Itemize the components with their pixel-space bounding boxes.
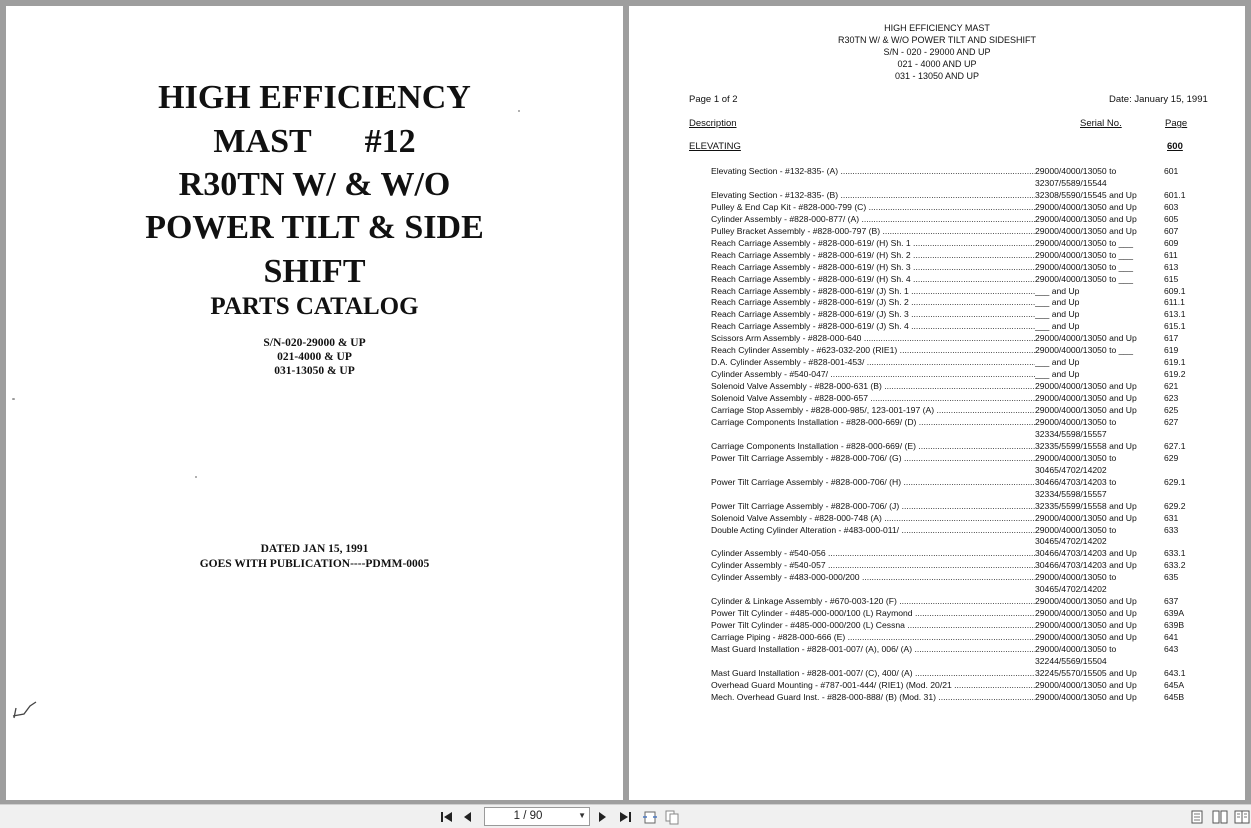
row-page: 611.1 [1164,297,1185,308]
row-description: Reach Carriage Assembly - #828-000-619/ (J) Sh. 2 ..... [711,297,1035,307]
index-row [711,489,1211,501]
row-page: 625 [1164,405,1179,415]
next-page-icon[interactable] [596,809,608,825]
index-row [711,321,1211,333]
row-serial: 29000/4000/13050 to [1035,525,1155,535]
row-serial: 29000/4000/13050 to ___ [1035,238,1155,248]
page-number-select[interactable] [484,807,590,826]
row-page: 619 [1164,345,1179,356]
cover-title-line2 [6,120,623,164]
page-indicator: 1 / 90 [513,810,543,822]
row-serial: 29000/4000/13050 and Up [1035,513,1155,523]
row-description: Reach Carriage Assembly - #828-000-619/ (H) Sh. 2 ..... [711,250,1035,260]
row-page: 637 [1164,596,1179,607]
index-row [711,250,1211,262]
index-row [711,513,1211,525]
row-description: Elevating Section - #132-835- (A) ..... [711,166,1035,176]
row-description: Cylinder Assembly - #828-000-877/ (A) ..... [711,214,1035,224]
scan-speck [518,110,520,112]
row-description: Mech. Overhead Guard Inst. - #828-000-888/ (B) (Mod. 31) ..... [711,692,1035,702]
row-serial: 29000/4000/13050 to [1035,572,1155,582]
viewer-toolbar [0,804,1251,828]
row-serial: 32244/5569/15504 [1035,656,1155,666]
chevron-down-icon[interactable]: ▼ [578,811,586,820]
row-serial: 29000/4000/13050 to [1035,644,1155,654]
row-serial: 32334/5598/15557 [1035,429,1155,439]
row-page: 629 [1164,452,1179,463]
row-serial: 29000/4000/13050 and Up [1035,405,1155,415]
row-description: Power Tilt Cylinder - #485-000-000/200 (L) Cessna ..... [711,620,1035,630]
row-description: Pulley & End Cap Kit - #828-000-799 (C) ..... [711,202,1035,212]
row-description: Cylinder Assembly - #483-000-000/200 ..... [711,572,1035,582]
index-row [711,202,1211,214]
row-description: Reach Carriage Assembly - #828-000-619/ (H) Sh. 3 ..... [711,262,1035,272]
index-row [711,190,1211,202]
index-row [711,477,1211,489]
row-description: Cylinder & Linkage Assembly - #670-003-120 (F) ..... [711,596,1035,606]
row-description: Reach Carriage Assembly - #828-000-619/ (H) Sh. 1 ..... [711,238,1035,248]
cover-title-mast: MAST [213,123,312,160]
cover-title-line1: HIGH EFFICIENCY [158,79,471,116]
row-serial: 29000/4000/13050 and Up [1035,214,1155,224]
index-row [711,668,1211,680]
row-serial: 29000/4000/13050 and Up [1035,226,1155,236]
row-description: D.A. Cylinder Assembly - #828-001-453/ ..... [711,357,1035,367]
two-page-icon[interactable] [663,809,681,825]
row-page: 621 [1164,381,1179,392]
index-header-3: S/N - 020 - 29000 AND UP [883,47,991,57]
cover-publication: GOES WITH PUBLICATION----PDMM-0005 [199,558,430,570]
row-serial: 29000/4000/13050 and Up [1035,596,1155,606]
row-serial: ___ and Up [1035,321,1155,331]
row-description: Reach Carriage Assembly - #828-000-619/ (J) Sh. 1 ..... [711,286,1035,296]
index-row [711,309,1211,321]
index-row [711,297,1211,309]
row-description: Scissors Arm Assembly - #828-000-640 ..... [711,333,1035,343]
row-serial: 32307/5589/15544 [1035,178,1155,188]
index-row [711,596,1211,608]
cover-serial-2: 021-4000 & UP [277,351,352,363]
row-page: 645A [1164,679,1185,690]
cover-dated: DATED JAN 15, 1991 [260,543,369,555]
row-page: 639A [1164,608,1185,619]
index-header-2: R30TN W/ & W/O POWER TILT AND SIDESHIFT [837,35,1037,45]
section-page: 600 [1167,141,1183,152]
row-serial: 29000/4000/13050 and Up [1035,692,1155,702]
row-serial: 30465/4702/14202 [1035,584,1155,594]
row-serial: ___ and Up [1035,297,1155,307]
index-row [711,680,1211,692]
page-of-label: Page 1 of 2 [689,94,738,105]
index-row [711,548,1211,560]
row-description: Double Acting Cylinder Alteration - #483-000-011/ ..... [711,525,1035,535]
row-serial: 29000/4000/13050 and Up [1035,632,1155,642]
index-row [711,381,1211,393]
row-serial: 32308/5590/15545 and Up [1035,190,1155,200]
row-serial: 32335/5599/15558 and Up [1035,501,1155,511]
last-page-icon[interactable] [617,809,633,825]
row-description: Power Tilt Carriage Assembly - #828-000-706/ (H) ..... [711,477,1035,487]
row-description: Carriage Piping - #828-000-666 (E) ..... [711,632,1035,642]
row-serial: 29000/4000/13050 to [1035,166,1155,176]
index-row [711,656,1211,668]
index-row [711,632,1211,644]
row-page: 629.2 [1164,500,1186,511]
index-row [711,274,1211,286]
row-serial: 29000/4000/13050 to [1035,453,1155,463]
index-row [711,453,1211,465]
section-elevating: ELEVATING [689,141,741,152]
row-description: Solenoid Valve Assembly - #828-000-631 (B) ..... [711,381,1035,391]
row-serial: 30466/4703/14203 to [1035,477,1155,487]
row-description: Reach Cylinder Assembly - #623-032-200 (RIE1) ..... [711,345,1035,355]
index-row [711,238,1211,250]
double-page-view-icon[interactable] [1212,809,1228,825]
row-page: 635 [1164,572,1179,583]
row-page: 601.1 [1164,189,1186,200]
row-page: 601 [1164,166,1179,176]
row-description: Mast Guard Installation - #828-001-007/ (A), 006/ (A) ..... [711,644,1035,654]
row-description: Cylinder Assembly - #540-047/ ..... [711,369,1035,379]
row-description: Carriage Components Installation - #828-000-669/ (D) ..... [711,417,1035,427]
row-description: Carriage Components Installation - #828-000-669/ (E) ..... [711,441,1035,451]
row-page: 643 [1164,644,1179,654]
cover-title-line5: SHIFT [263,253,366,290]
row-page: 633.2 [1164,560,1186,571]
fit-page-icon[interactable] [641,809,659,825]
row-serial: 30465/4702/14202 [1035,536,1155,546]
row-serial: ___ and Up [1035,309,1155,319]
row-page: 607 [1164,225,1179,236]
index-row [711,357,1211,369]
row-page: 613.1 [1164,309,1186,320]
index-row [711,620,1211,632]
row-serial: 29000/4000/13050 to ___ [1035,262,1155,272]
row-page: 615 [1164,273,1179,284]
cover-title-number: #12 [364,123,416,160]
first-page-icon[interactable] [439,809,455,825]
index-row [711,262,1211,274]
index-row [711,644,1211,656]
row-serial: 29000/4000/13050 to [1035,417,1155,427]
index-row [711,369,1211,381]
row-serial: ___ and Up [1035,369,1155,379]
row-page: 617 [1164,333,1179,344]
cover-serial-3: 031-13050 & UP [274,365,355,377]
row-description: Cylinder Assembly - #540-057 ..... [711,560,1035,570]
row-serial: 29000/4000/13050 and Up [1035,620,1155,630]
row-page: 615.1 [1164,321,1186,332]
cover-subtitle: PARTS CATALOG [210,293,419,320]
row-page: 631 [1164,512,1179,523]
row-description: Solenoid Valve Assembly - #828-000-657 ..... [711,393,1035,403]
row-description: Solenoid Valve Assembly - #828-000-748 (A) ..... [711,513,1035,523]
row-page: 627.1 [1164,440,1186,451]
index-row [711,692,1211,704]
prev-page-icon[interactable] [461,809,475,825]
row-description: Cylinder Assembly - #540-056 ..... [711,548,1035,558]
cover-serial-1: S/N-020-29000 & UP [263,337,366,349]
row-description: Overhead Guard Mounting - #787-001-444/ (RIE1) (Mod. 20/21 ..... [711,680,1035,690]
row-page: 623 [1164,393,1179,404]
row-serial: 29000/4000/13050 and Up [1035,381,1155,391]
row-serial: 30465/4702/14202 [1035,465,1155,475]
index-row [711,405,1211,417]
row-description: Power Tilt Cylinder - #485-000-000/100 (L) Raymond ..... [711,608,1035,618]
row-page: 605 [1164,213,1179,224]
index-header-4: 021 - 4000 AND UP [897,59,977,69]
column-description: Description [689,118,737,129]
scan-speck [195,476,197,478]
row-page: 639B [1164,620,1185,631]
index-row [711,345,1211,357]
date-label: Date: January 15, 1991 [1109,94,1208,105]
index-row [711,166,1211,178]
row-page: 613 [1164,261,1179,272]
index-row [711,417,1211,429]
row-serial: 29000/4000/13050 and Up [1035,680,1155,690]
row-page: 619.1 [1164,357,1186,368]
scan-speck [12,398,15,400]
single-page-view-icon[interactable] [1190,809,1204,825]
index-row [711,441,1211,453]
row-page: 611 [1164,249,1178,260]
scan-mark [10,698,40,722]
row-serial: ___ and Up [1035,286,1155,296]
column-serial: Serial No. [1080,118,1122,129]
row-serial: 29000/4000/13050 to ___ [1035,250,1155,260]
index-row [711,584,1211,596]
row-description: Carriage Stop Assembly - #828-000-985/, 123-001-197 (A) ..... [711,405,1035,415]
index-row [711,560,1211,572]
index-row [711,178,1211,190]
index-page [629,6,1245,800]
row-page: 645B [1164,691,1185,702]
row-serial: 29000/4000/13050 and Up [1035,608,1155,618]
book-view-icon[interactable] [1234,809,1250,825]
row-page: 603 [1164,201,1179,212]
row-serial: 29000/4000/13050 to ___ [1035,345,1155,355]
index-row [711,501,1211,513]
row-page: 619.2 [1164,369,1186,380]
row-serial: 29000/4000/13050 and Up [1035,393,1155,403]
row-serial: 29000/4000/13050 and Up [1035,333,1155,343]
row-page: 609 [1164,237,1179,248]
row-description: Mast Guard Installation - #828-001-007/ (C), 400/ (A) ..... [711,668,1035,678]
row-page: 629.1 [1164,476,1186,487]
row-page: 643.1 [1164,667,1186,678]
index-row [711,525,1211,537]
row-page: 633 [1164,524,1179,535]
row-page: 609.1 [1164,285,1186,296]
row-description: Elevating Section - #132-835- (B) ..... [711,190,1035,200]
row-description: Pulley Bracket Assembly - #828-000-797 (B) ..... [711,226,1035,236]
row-description: Reach Carriage Assembly - #828-000-619/ (J) Sh. 4 ..... [711,321,1035,331]
index-row [711,393,1211,405]
index-row [711,536,1211,548]
index-header-5: 031 - 13050 AND UP [894,71,980,81]
row-serial: ___ and Up [1035,357,1155,367]
row-page: 633.1 [1164,548,1186,559]
row-description: Power Tilt Carriage Assembly - #828-000-706/ (J) ..... [711,501,1035,511]
row-description: Reach Carriage Assembly - #828-000-619/ (H) Sh. 4 ..... [711,274,1035,284]
row-serial: 32334/5598/15557 [1035,489,1155,499]
row-serial: 30466/4703/14203 and Up [1035,560,1155,570]
row-page: 641 [1164,632,1179,643]
index-row [711,429,1211,441]
index-row [711,226,1211,238]
row-description: Reach Carriage Assembly - #828-000-619/ (J) Sh. 3 ..... [711,309,1035,319]
row-page: 627 [1164,416,1179,427]
index-header-1: HIGH EFFICIENCY MAST [884,23,990,33]
index-row [711,286,1211,298]
cover-page [6,6,623,800]
row-serial: 32335/5599/15558 and Up [1035,441,1155,451]
cover-title-line4: POWER TILT & SIDE [145,209,484,246]
index-row [711,333,1211,345]
index-row [711,572,1211,584]
index-row [711,214,1211,226]
column-page: Page [1165,118,1188,129]
row-description: Power Tilt Carriage Assembly - #828-000-706/ (G) ..... [711,453,1035,463]
row-serial: 30466/4703/14203 and Up [1035,548,1155,558]
cover-title-line3: R30TN W/ & W/O [178,166,451,203]
index-row [711,608,1211,620]
row-serial: 29000/4000/13050 and Up [1035,202,1155,212]
index-row [711,465,1211,477]
row-serial: 32245/5570/15505 and Up [1035,668,1155,678]
row-serial: 29000/4000/13050 to ___ [1035,274,1155,284]
